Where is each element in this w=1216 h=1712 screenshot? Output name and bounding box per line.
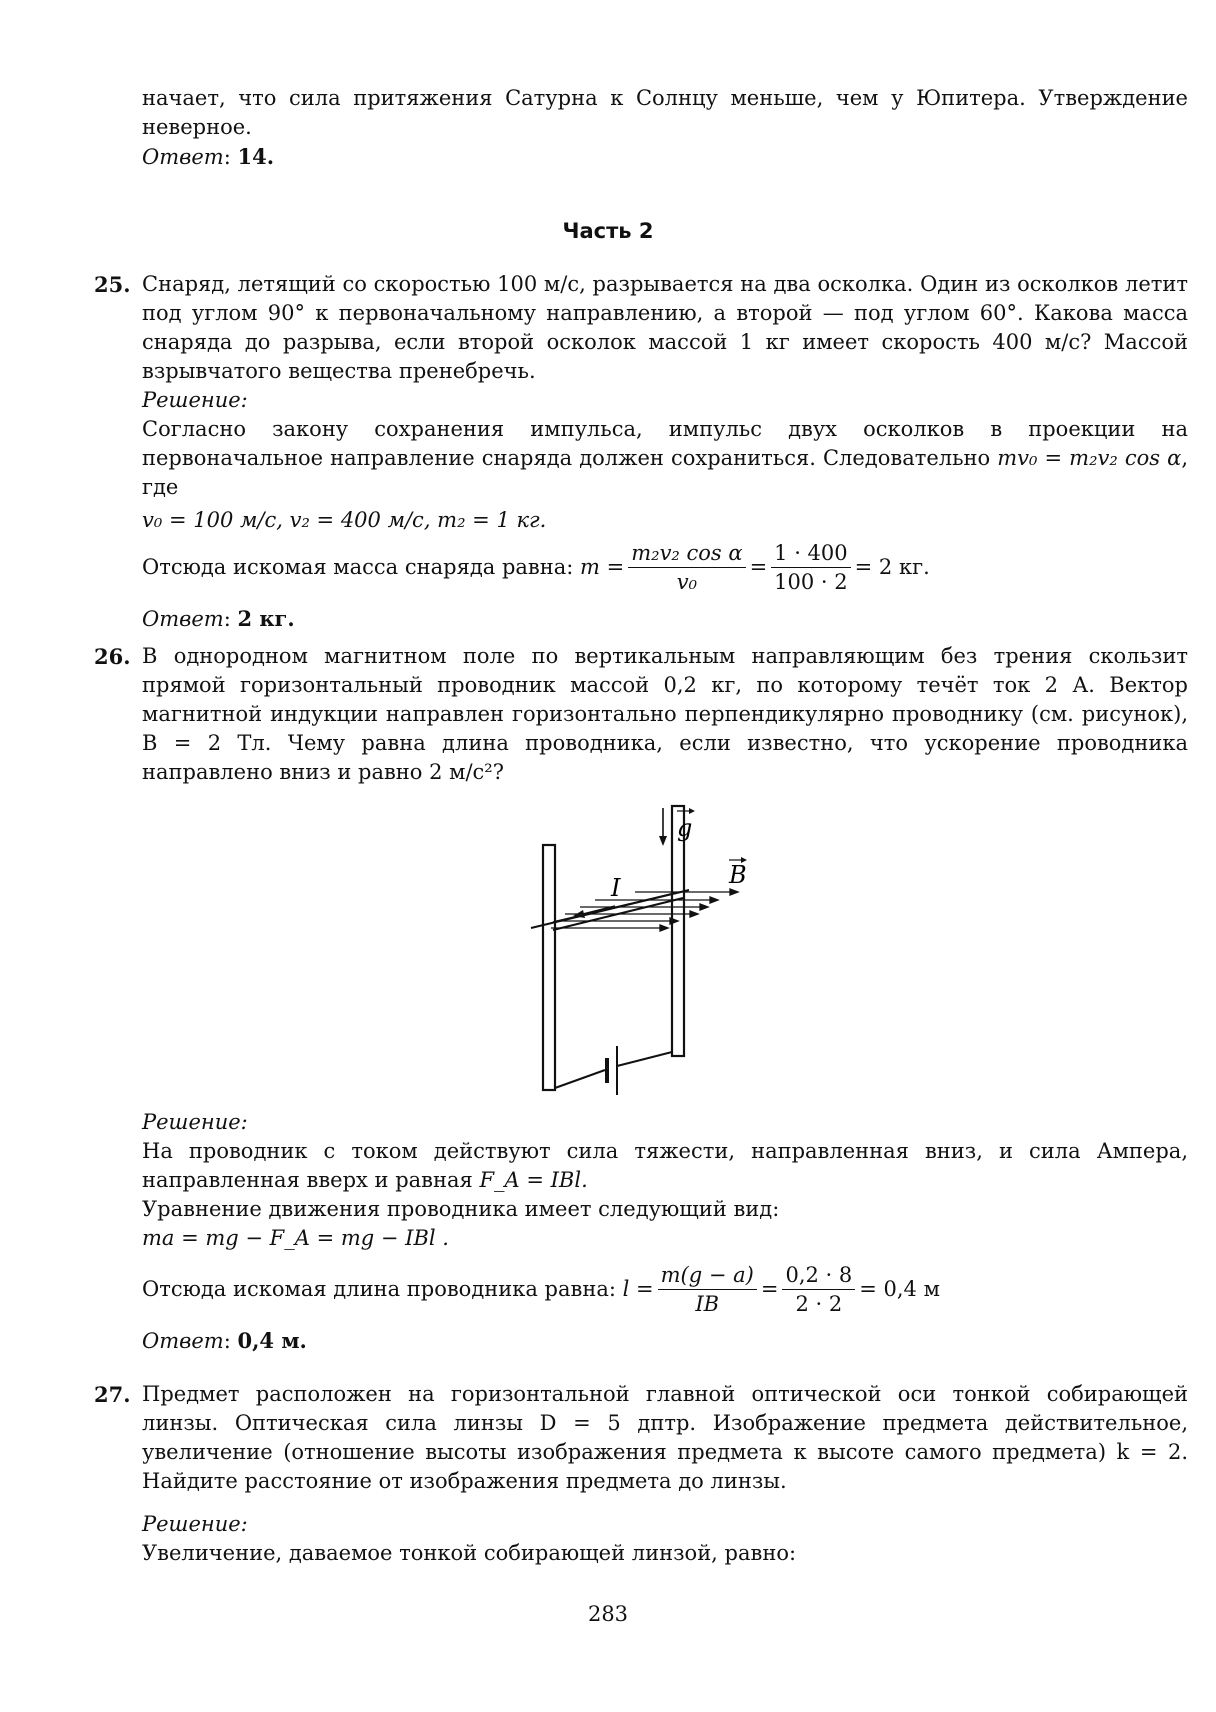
fraction: $\frac{1 \cdot 400}{100 \cdot 2}$ [771, 539, 850, 596]
mass-formula: Отсюда искомая масса снаряда равна: m = $\frac{\text{m₂v₂ cos α}}{\text{v₀}}$ = $\frac{1 \cdot 400}{100 \cdot 2}$ = 2 кг. [142, 541, 930, 594]
label-B: B [729, 861, 747, 889]
problem-number: 27. [94, 1382, 131, 1407]
solution-text: На проводник с током действуют сила тяжести, направленная вниз, и сила Ампера, направленная вверх и равная F_A = IBl. [142, 1139, 1188, 1192]
ampere-force: F_A = IBl. [479, 1168, 588, 1192]
motion-text: Уравнение движения проводника имеет следующий вид: [142, 1197, 780, 1221]
intro-line2: неверное. [142, 115, 252, 139]
wire-right [617, 1052, 672, 1066]
motion-equation: ma = mg − F_A = mg − IBl . [142, 1226, 449, 1250]
problem-number: 25. [94, 272, 131, 297]
fraction: $\frac{0,2 \cdot 8}{2 \cdot 2}$ [782, 1261, 855, 1318]
problem-number: 26. [94, 644, 131, 669]
label-I: I [611, 874, 621, 902]
answer: Ответ: 0,4 м. [142, 1328, 307, 1353]
problem-27 [94, 1380, 1188, 1568]
problem-25 [94, 270, 1188, 634]
problem-text: Снаряд, летящий со скоростью 100 м/с, разрывается на два осколка. Один из осколков летит под углом 90° к первоначальному направлению, а второй — под углом 60°. Какова масса снаряда до разрыва, если второй осколок массой 1 кг имеет скорость 400 м/с? Массой взрывчатого вещества пренебречь. [142, 272, 1188, 383]
solution-label: Решение: [142, 1110, 248, 1134]
fraction: $\frac{\text{m₂v₂ cos α}}{\text{v₀}}$ [628, 539, 745, 596]
problem-text: Предмет расположен на горизонтальной главной оптической оси тонкой собирающей линзы. Оптическая сила линзы D = 5 дптр. Изображение предмета действительное, увеличение (отношение высоты изображения предмета к высоте самого предмета) k = 2. Найдите расстояние от изображения предмета до линзы. [142, 1382, 1188, 1493]
rails-figure [525, 800, 765, 1100]
solution-values: v₀ = 100 м/с, v₂ = 400 м/с, m₂ = 1 кг. [142, 508, 547, 532]
answer-label: Ответ [142, 145, 224, 169]
wire-left [555, 1070, 605, 1088]
page-number: 283 [587, 1602, 629, 1626]
solution-label: Решение: [142, 388, 248, 412]
solution-text: Увеличение, даваемое тонкой собирающей линзой, равно: [142, 1541, 797, 1565]
length-formula: Отсюда искомая длина проводника равна: l = $\frac{m(g - a)}{IB}$ = $\frac{0,2 \cdot 8}{2 \cdot 2}$ = 0,4 м [142, 1263, 940, 1316]
label-g: g [677, 814, 693, 842]
intro-block [142, 84, 1188, 172]
field-lines [551, 889, 738, 931]
solution-text: Согласно закону сохранения импульса, импульс двух осколков в проекции на первоначальное направление снаряда должен сохраниться. Следовательно mv₀ = m₂v₂ cos α, где [142, 417, 1188, 499]
part-heading: Часть 2 [562, 219, 654, 243]
answer-value: 14. [237, 144, 275, 169]
intro-answer: Ответ: 14. [142, 144, 275, 169]
problem-26-solution [142, 1108, 1188, 1356]
left-rail [543, 845, 555, 1090]
solution-label: Решение: [142, 1512, 248, 1536]
problem-text: В однородном магнитном поле по вертикальным направляющим без трения скользит прямой горизонтальный проводник массой 0,2 кг, по которому течёт ток 2 А. Вектор магнитной индукции направлен горизонтально перпендикулярно проводнику (см. рисунок), B = 2 Тл. Чему равна длина проводника, если известно, что ускорение проводника направлено вниз и равно 2 м/с²? [142, 644, 1188, 784]
equation: mv₀ = m₂v₂ cos α [997, 446, 1182, 470]
intro-line1: начает, что сила притяжения Сатурна к Солнцу меньше, чем у Юпитера. Утверждение [142, 86, 1188, 110]
right-rail [672, 806, 684, 1056]
fraction: $\frac{m(g - a)}{IB}$ [658, 1261, 757, 1318]
answer: Ответ: 2 кг. [142, 606, 295, 631]
problem-26 [94, 642, 1188, 787]
